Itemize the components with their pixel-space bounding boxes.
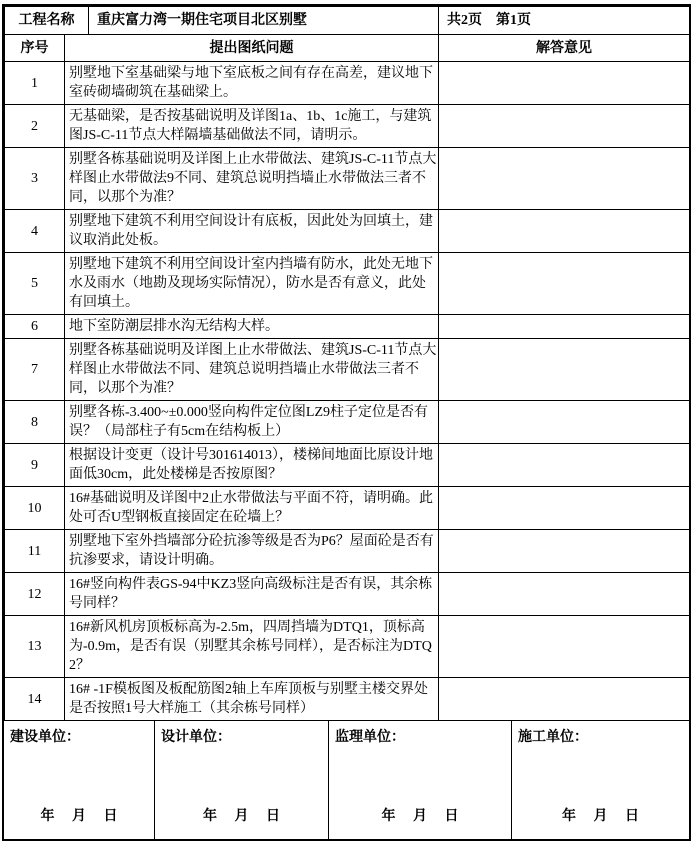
column-header-answer: 解答意见 <box>439 35 690 62</box>
question-cell: 无基础梁，是否按基础说明及详图1a、1b、1c施工，与建筑图JS-C-11节点大样隔墙基础做法不同，请明示。 <box>65 105 439 148</box>
question-cell: 别墅地下建筑不利用空间设计有底板，因此处为回填土，建议取消此处板。 <box>65 210 439 253</box>
answer-cell <box>439 62 690 105</box>
row-number: 6 <box>5 315 65 339</box>
answer-cell <box>439 616 690 678</box>
unit-cell-design <box>154 721 328 839</box>
question-cell: 16# -1F模板图及板配筋图2轴上车库顶板与别墅主楼交界处是否按照1号大样施工（其余栋号同样） <box>65 678 439 721</box>
table-row <box>5 339 690 401</box>
answer-cell <box>439 253 690 315</box>
project-name-label: 工程名称 <box>5 7 89 35</box>
row-number: 9 <box>5 444 65 487</box>
row-number: 8 <box>5 401 65 444</box>
answer-cell <box>439 573 690 616</box>
column-header-question: 提出图纸问题 <box>65 35 439 62</box>
answer-cell <box>439 210 690 253</box>
question-cell: 别墅地下建筑不利用空间设计室内挡墙有防水，此处无地下水及雨水（地勘及现场实际情况），防水是否有意义，此处有回填土。 <box>65 253 439 315</box>
answer-cell <box>439 148 690 210</box>
column-header-no: 序号 <box>5 35 65 62</box>
question-cell: 别墅各栋基础说明及详图上止水带做法、建筑JS-C-11节点大样图止水带做法不同、建筑总说明挡墙止水带做法三者不同，以那个为准？ <box>65 339 439 401</box>
table-row <box>5 487 690 530</box>
question-cell: 别墅各栋-3.400~±0.000竖向构件定位图LZ9柱子定位是否有误？（局部柱子有5cm在结构板上） <box>65 401 439 444</box>
unit-cell-contractor <box>511 721 689 839</box>
table-row <box>5 105 690 148</box>
table-row <box>5 210 690 253</box>
unit-label: 设计单位： <box>161 730 231 745</box>
answer-cell <box>439 315 690 339</box>
answer-cell <box>439 444 690 487</box>
row-number: 3 <box>5 148 65 210</box>
date-placeholder: 年 月 日 <box>562 809 639 824</box>
page-info: 共2页 第1页 <box>439 7 690 35</box>
unit-cell-construction <box>4 721 154 839</box>
unit-label: 施工单位： <box>518 730 588 745</box>
answer-cell <box>439 487 690 530</box>
question-cell: 根据设计变更（设计号301614013），楼梯间地面比原设计地面低30cm，此处楼梯是否按原图？ <box>65 444 439 487</box>
row-number: 13 <box>5 616 65 678</box>
table-row <box>5 678 690 721</box>
answer-cell <box>439 339 690 401</box>
question-cell: 别墅各栋基础说明及详图上止水带做法、建筑JS-C-11节点大样图止水带做法9不同、建筑总说明挡墙止水带做法三者不同，以那个为准？ <box>65 148 439 210</box>
row-number: 1 <box>5 62 65 105</box>
row-number: 5 <box>5 253 65 315</box>
column-header-row <box>5 35 690 62</box>
date-placeholder: 年 月 日 <box>203 809 280 824</box>
unit-label: 监理单位： <box>335 730 405 745</box>
row-number: 4 <box>5 210 65 253</box>
table-row <box>5 530 690 573</box>
table-row <box>5 315 690 339</box>
table-row <box>5 616 690 678</box>
answer-cell <box>439 105 690 148</box>
row-number: 10 <box>5 487 65 530</box>
question-cell: 16#基础说明及详图中2止水带做法与平面不符，请明确。此处可否U型钢板直接固定在砼墙上？ <box>65 487 439 530</box>
unit-label: 建设单位： <box>10 730 80 745</box>
question-cell: 16#竖向构件表GS-94中KZ3竖向高级标注是否有误，其余栋号同样？ <box>65 573 439 616</box>
answer-cell <box>439 678 690 721</box>
form-header-row <box>5 7 690 35</box>
answer-cell <box>439 401 690 444</box>
questions-table <box>4 6 690 721</box>
row-number: 12 <box>5 573 65 616</box>
question-cell: 16#新风机房顶板标高为-2.5m，四周挡墙为DTQ1，顶标高为-0.9m，是否有误（别墅其余栋号同样），是否标注为DTQ2？ <box>65 616 439 678</box>
unit-cell-supervision <box>328 721 511 839</box>
row-number: 14 <box>5 678 65 721</box>
question-cell: 别墅地下室外挡墙部分砼抗渗等级是否为P6？屋面砼是否有抗渗要求，请设计明确。 <box>65 530 439 573</box>
signature-footer <box>4 721 689 839</box>
row-number: 2 <box>5 105 65 148</box>
table-row <box>5 444 690 487</box>
drawing-review-form <box>2 4 691 841</box>
row-number: 11 <box>5 530 65 573</box>
table-row <box>5 573 690 616</box>
table-row <box>5 148 690 210</box>
table-row <box>5 62 690 105</box>
date-placeholder: 年 月 日 <box>40 809 118 824</box>
project-name-value: 重庆富力湾一期住宅项目北区别墅 <box>89 7 439 35</box>
answer-cell <box>439 530 690 573</box>
row-number: 7 <box>5 339 65 401</box>
date-placeholder: 年 月 日 <box>381 809 459 824</box>
table-row <box>5 401 690 444</box>
question-cell: 别墅地下室基础梁与地下室底板之间有存在高差，建议地下室砖砌墙砌筑在基础梁上。 <box>65 62 439 105</box>
question-cell: 地下室防潮层排水沟无结构大样。 <box>65 315 439 339</box>
table-row <box>5 253 690 315</box>
